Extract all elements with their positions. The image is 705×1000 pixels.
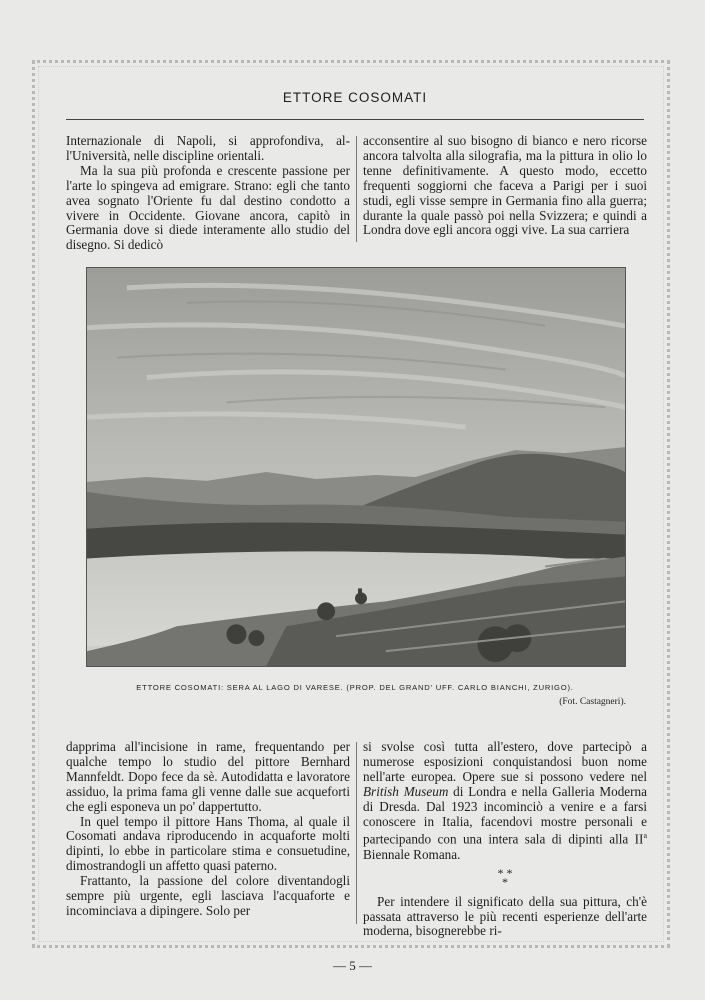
landscape-illustration [87,268,625,666]
running-header: ETTORE COSOMATI [282,90,428,105]
superscript: a [643,831,647,841]
text-run: di Londra e nella Galleria Moderna di Dresda. Dal 1923 incominciò a venire e a farsi conoscere in Italia, facendovi mostre personali e partecipando con una intera sala di dipinti alla II [363,783,647,847]
paragraph: Internazionale di Napoli, si approfondiva, al-l'Università, nelle discipline orientali. [66,133,350,163]
emphasis-text: British Museum [363,783,449,799]
column-divider-bottom [356,742,357,924]
page-number: — 5 — [333,958,372,973]
column-divider-top [356,136,357,242]
paragraph: dapprima all'incisione in rame, frequentando per qualche tempo lo studio del pittore Bernhard Mannfeldt. Dopo fece da sè. Autodidatta e lavoratore assiduo, la prima fama gli venne dalle sue acqueforti che egli esponeva un po' dappertutto. [66,739,350,814]
text-run: si svolse così tutta all'estero, dove partecipò a numerose esposizioni conquistandosi buon nome nell'arte europea. Opere sue si possono vedere nel [363,739,647,784]
header-rule [66,119,644,120]
text-run: Biennale Romana. [363,846,461,862]
column-bottom-right [363,740,647,939]
column-top-left [66,134,350,253]
paragraph: Per intendere il significato della sua pittura, ch'è passata attraverso le più recenti esperienze dell'arte moderna, bisognerebbe ri- [363,893,647,939]
paragraph [363,740,647,863]
paragraph: Ma la sua più profonda e crescente passione per l'arte lo spingeva ad emigrare. Strano: egli che tanto avea sognato l'Oriente fu dal destino condotto a vivere in Occidente. Giovane ancora, capitò in Germania dove si diede interamente allo studio del disegno. Si dedicò [66,162,350,253]
column-top-right [363,134,647,238]
painting-image [86,267,626,667]
section-asterism: * * * [497,865,513,889]
paragraph: In quel tempo il pittore Hans Thoma, al quale il Cosomati andava riproducendo in acquaforte molti dipinti, lo ebbe in particolare stima e consuetudine, dimostrandogli un affetto quasi paterno. [66,813,350,874]
figure-caption: ETTORE COSOMATI: SERA AL LAGO DI VARESE. (PROP. DEL GRAND' UFF. CARLO BIANCHI, ZURIGO). [136,683,574,692]
paragraph: Frattanto, la passione del colore diventandogli sempre più urgente, egli lasciava l'acquaforte e incominciava a dipingere. Solo per [66,873,350,918]
column-bottom-left [66,740,350,919]
paragraph: acconsentire al suo bisogno di bianco e nero ricorse ancora talvolta alla silografia, ma la pittura in olio lo tenne definitivamente. A questo modo, eccetto frequenti soggiorni che faceva a Parigi per i suoi studi, egli visse sempre in Germania fino alla guerra; durante la quale passò poi nella Svizzera; e quindi a Londra dove egli ancora oggi vive. La sua carriera [363,133,647,238]
photo-credit: (Fot. Castagneri). [559,697,626,707]
